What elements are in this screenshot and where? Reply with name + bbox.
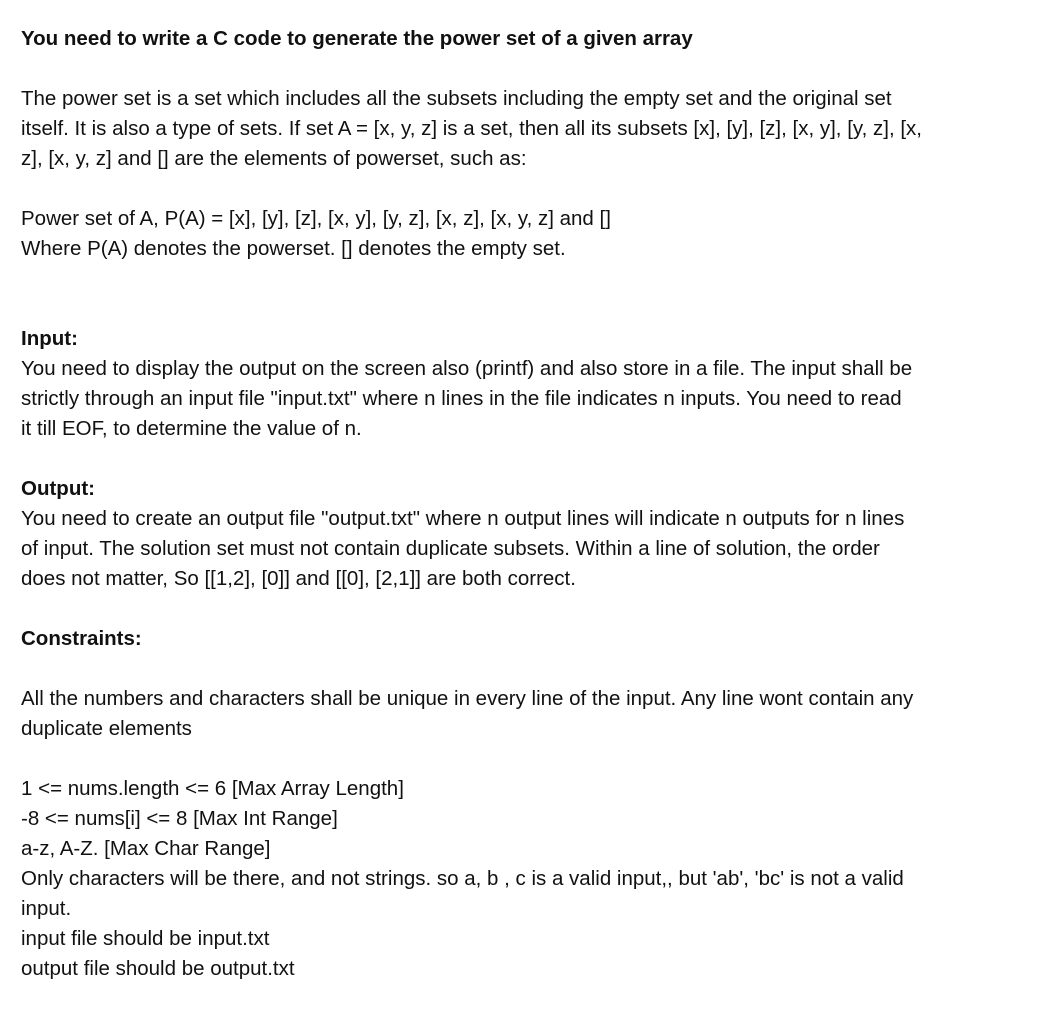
spacer [21,444,1025,474]
intro-line: itself. It is also a type of sets. If set A = [x, y, z] is a set, then all its subsets [x], [y], [z], [x, y], [y, z], [x, [21,117,922,140]
constraints-intro-line: duplicate elements [21,717,192,740]
output-line: does not matter, So [[1,2], [0]] and [[0], [2,1]] are both correct. [21,567,576,590]
constraint-item: a-z, A-Z. [Max Char Range] [21,837,271,860]
output-section [21,474,1025,594]
spacer [21,654,1025,684]
constraint-item: 1 <= nums.length <= 6 [Max Array Length] [21,777,404,800]
input-line: strictly through an input file "input.txt" where n lines in the file indicates n inputs. You need to read [21,387,902,410]
output-line: You need to create an output file "output.txt" where n output lines will indicate n outputs for n lines [21,507,905,530]
document-title: You need to write a C code to generate the power set of a given array [21,27,693,50]
spacer [21,744,1025,774]
intro-paragraph [21,84,1025,174]
constraint-item: Only characters will be there, and not strings. so a, b , c is a valid input,, but 'ab', 'bc' is not a valid [21,867,904,890]
constraint-item: output file should be output.txt [21,957,295,980]
intro-line: z], [x, y, z] and [] are the elements of powerset, such as: [21,147,527,170]
intro-line: The power set is a set which includes all the subsets including the empty set and the original set [21,87,892,110]
powerset-definition [21,204,1025,264]
spacer [21,54,1025,84]
spacer [21,264,1025,324]
spacer [21,594,1025,624]
powerset-line: Power set of A, P(A) = [x], [y], [z], [x, y], [y, z], [x, z], [x, y, z] and [] [21,207,611,230]
powerset-line: Where P(A) denotes the powerset. [] denotes the empty set. [21,237,566,260]
input-section [21,324,1025,444]
output-heading: Output: [21,477,95,500]
input-line: it till EOF, to determine the value of n. [21,417,362,440]
input-heading: Input: [21,327,78,350]
constraints-section [21,624,1025,984]
constraints-heading: Constraints: [21,627,142,650]
input-line: You need to display the output on the screen also (printf) and also store in a file. The input shall be [21,357,913,380]
constraint-item: input. [21,897,72,920]
output-line: of input. The solution set must not contain duplicate subsets. Within a line of solution, the order [21,537,880,560]
constraints-intro-line: All the numbers and characters shall be unique in every line of the input. Any line wont contain any [21,687,914,710]
spacer [21,174,1025,204]
constraint-item: -8 <= nums[i] <= 8 [Max Int Range] [21,807,338,830]
constraint-item: input file should be input.txt [21,927,270,950]
